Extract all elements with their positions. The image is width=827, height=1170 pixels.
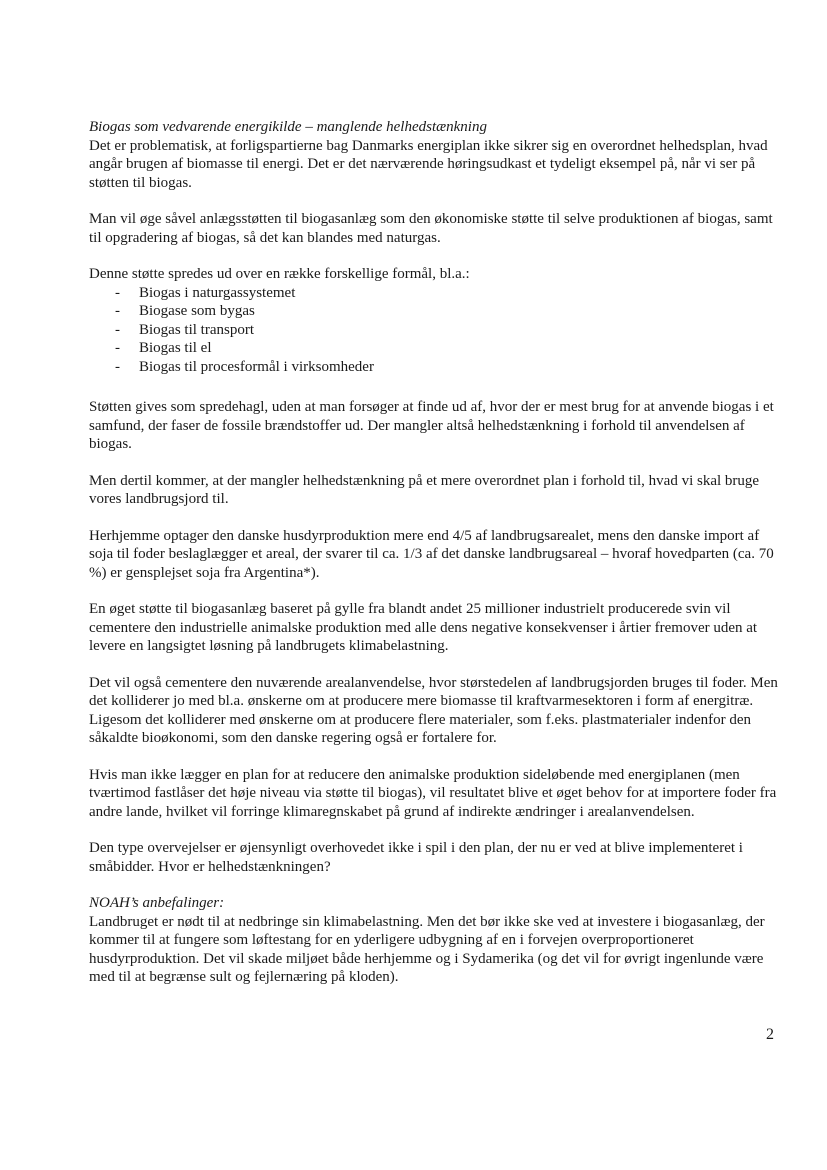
list-item: - Biogase som bygas [115, 303, 255, 319]
list-item: - Biogas til transport [115, 321, 254, 338]
paragraph: Denne støtte spredes ud over en række forskellige formål, bl.a.: [89, 266, 470, 282]
paragraph: En øget støtte til biogasanlæg baseret på gylle fra blandt andet 25 millioner industrielt producerede svin vil cementere den industrielle animalske produktion med alle dens negative konsekvenser i årtier fremover uden at levere en langsigtet løsning på landbrugets klimabelastning. [89, 601, 758, 654]
paragraph: Hvis man ikke lægger en plan for at reducere den animalske produktion sideløbende med energiplanen (men tværtimod fastlåser det høje niveau via støtte til biogas), vil resultatet blive et øget behov for at importere foder fra andre lande, hvilket vil forringe klimaregnskabet på grund af indirekte ændringer i arealanvendelsen. [89, 766, 777, 820]
bullet-dash: - [115, 321, 120, 338]
paragraph: Herhjemme optager den danske husdyrproduktion mere end 4/5 af landbrugsarealet, mens den danske import af soja til foder beslaglægger et areal, der svarer til ca. 1/3 af det danske landbrugsareal – hvoraf hovedparten (ca. 70 %) er gensplejset soja fra Argentina*). [89, 527, 774, 581]
document-body [89, 118, 783, 1005]
bullet-dash: - [115, 340, 120, 356]
paragraph: Landbruget er nødt til at nedbringe sin klimabelastning. Men det bør ikke ske ved at investere i biogasanlæg, der kommer til at fungere som løftestang for en yderligere udbygning af en i forvejen overproportioneret husdyrproduktion. Det vil skade miljøet både herhjemme og i Sydamerika (og det vil for øvrigt ingenlunde være med til at begrænse sult og fejlernæring på kloden). [89, 913, 765, 985]
list-item: - Biogas til el [115, 340, 212, 356]
section-heading-recommendations: NOAH’s anbefalinger: [89, 895, 225, 911]
paragraph: Det vil også cementere den nuværende arealanvendelse, hvor størstedelen af landbrugsjorden bruges til foder. Men det kolliderer jo med bl.a. ønskerne om at producere mere biomasse til kraftvarmesektoren i form af energitræ. Ligesom det kolliderer med ønskerne om at producere flere materialer, som f.eks. plastmaterialer indenfor den såkaldte bioøkonomi, som den danske regering også er fortalere for. [89, 674, 778, 746]
page-number: 2 [766, 1026, 774, 1043]
paragraph: Støtten gives som spredehagl, uden at man forsøger at finde ud af, hvor der er mest brug for at anvende biogas i et samfund, der faser de fossile brændstoffer ud. Der mangler altså helhedstænkning i forhold til anvendelsen af biogas. [89, 399, 774, 452]
paragraph: Man vil øge såvel anlægsstøtten til biogasanlæg som den økonomiske støtte til selve produktionen af biogas, samt til opgradering af biogas, så det kan blandes med naturgas. [89, 211, 773, 246]
bullet-dash: - [115, 358, 120, 375]
bullet-dash: - [115, 303, 120, 319]
list-item: - Biogas i naturgassystemet [115, 284, 296, 301]
paragraph: Men dertil kommer, at der mangler helhedstænkning på et mere overordnet plan i forhold til, hvad vi skal bruge vores landbrugsjord til. [89, 472, 760, 507]
bullet-dash: - [115, 284, 120, 301]
list-item: - Biogas til procesformål i virksomheder [115, 358, 374, 375]
purpose-list [89, 284, 783, 377]
paragraph: Den type overvejelser er øjensynligt overhovedet ikke i spil i den plan, der nu er ved at blive implementeret i småbidder. Hvor er helhedstænkningen? [89, 840, 743, 875]
section-heading-biogas: Biogas som vedvarende energikilde – manglende helhedstænkning [89, 119, 487, 135]
paragraph: Det er problematisk, at forligspartierne bag Danmarks energiplan ikke sikrer sig en overordnet helhedsplan, hvad angår brugen af biomasse til energi. Det er det nærværende høringsudkast et tydeligt eksempel på, når vi ser på støtten til biogas. [89, 137, 768, 191]
